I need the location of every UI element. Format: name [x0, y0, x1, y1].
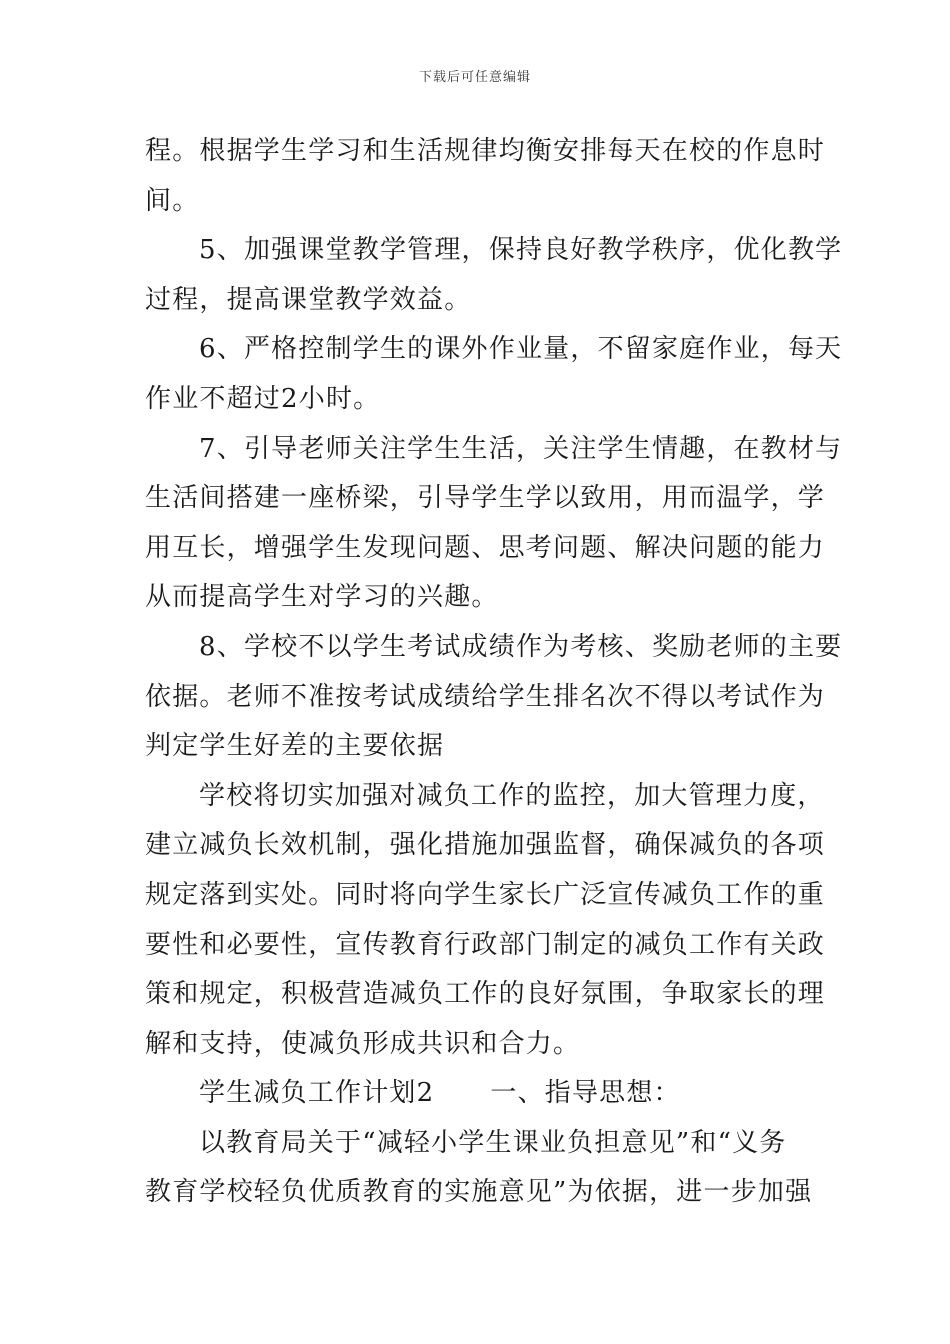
section-subtitle: 一、指导思想：	[490, 1078, 681, 1109]
text-line: 程。根据学生学习和生活规律均衡安排每天在校的作息时	[145, 136, 826, 166]
text-line: 判定学生好差的主要依据	[145, 731, 445, 762]
text-line: 建立减负长效机制，强化措施加强监督，确保减负的各项	[145, 830, 826, 861]
header-note: 下载后可任意编辑	[418, 70, 531, 85]
text-line: 作业不超过2小时。	[145, 383, 381, 414]
section-heading-line	[145, 1069, 810, 1119]
text-line: 用互长，增强学生发现问题、思考问题、解决问题的能力	[145, 532, 826, 563]
text-line: 解和支持，使减负形成共识和合力。	[145, 1028, 581, 1059]
text-line: 依据。老师不准按考试成绩给学生排名次不得以考试作为	[145, 681, 826, 712]
text-line: 间。	[145, 185, 200, 216]
text-line: 生活间搭建一座桥梁，引导学生学以致用，用而温学，学	[145, 483, 826, 514]
text-line: 策和规定，积极营造减负工作的良好氛围，争取家长的理	[145, 979, 826, 1010]
text-line: 6、严格控制学生的课外作业量，不留家庭作业，每天	[199, 334, 843, 365]
section-title: 学生减负工作计划2	[199, 1078, 435, 1109]
text-line: 8、学校不以学生考试成绩作为考核、奖励老师的主要	[199, 631, 843, 662]
body-text	[145, 127, 843, 1218]
text-line: 要性和必要性，宣传教育行政部门制定的减负工作有关政	[145, 929, 826, 960]
text-line: 从而提高学生对学习的兴趣。	[145, 582, 499, 613]
text-line: 过程，提高课堂教学效益。	[145, 284, 472, 315]
text-line: 教育学校轻负优质教育的实施意见”为依据，进一步加强	[145, 1177, 813, 1208]
text-line: 规定落到实处。同时将向学生家长广泛宣传减负工作的重	[145, 879, 826, 910]
text-line: 7、引导老师关注学生生活，关注学生情趣，在教材与	[199, 433, 843, 464]
text-line: 学校将切实加强对减负工作的监控，加大管理力度，	[199, 780, 825, 811]
text-line: 以教育局关于“减轻小学生课业负担意见”和“义务	[199, 1127, 787, 1158]
text-line: 5、加强课堂教学管理，保持良好教学秩序，优化教学	[199, 235, 843, 266]
